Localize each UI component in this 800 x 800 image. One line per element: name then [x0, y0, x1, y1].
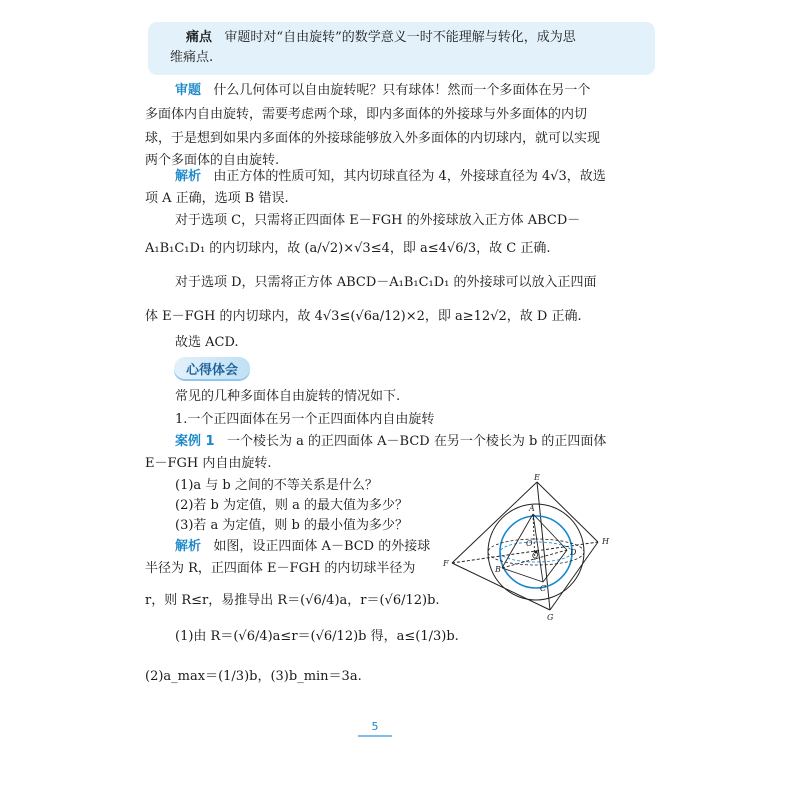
review-line-1	[175, 82, 590, 100]
review-line-2: 多面体内自由旋转，需要考虑两个球，即内多面体的外接球与外多面体的内切	[145, 107, 588, 122]
analysis-line-7: 故选 ACD.	[175, 335, 239, 350]
review-line-3: 球，于是想到如果内多面体的外接球能够放入外多面体的内切球内，就可以实现	[145, 131, 601, 146]
case1-analysis-line-3: r，则 R≤r，易推导出 R＝(√6/4)a，r＝(√6/12)b.	[145, 593, 440, 608]
label-G: G	[547, 613, 554, 622]
label-D: D	[570, 548, 577, 557]
analysis-line-2: 项 A 正确，选项 B 错误.	[145, 191, 289, 206]
pain-label: 痛点	[186, 30, 213, 45]
case1-analysis-line-5: (2)a_max＝(1/3)b，(3)b_min＝3a.	[145, 669, 362, 684]
edge-FG	[452, 563, 550, 610]
analysis-line-1	[175, 168, 606, 186]
label-H: H	[602, 537, 609, 546]
page-number-underline	[358, 735, 392, 737]
edge-CD	[543, 550, 567, 582]
label-O1: O	[526, 539, 533, 548]
pain-line-2: 维痛点.	[170, 50, 214, 65]
label-E: E	[534, 473, 540, 482]
analysis-line-6: 体 E－FGH 的内切球内，故 4√3≤(√6a/12)×2，即 a≥12√2，故 D 正确.	[145, 309, 582, 324]
tetrahedron-figure	[440, 470, 615, 625]
pain-line-1	[186, 29, 576, 47]
case1-label: 案例 1	[175, 434, 215, 449]
label-B: B	[495, 565, 501, 574]
label-A: A	[529, 504, 535, 513]
pain-point-box	[148, 22, 655, 75]
experience-badge-label: 心得体会	[185, 363, 238, 378]
case1-question-2: (2)若 b 为定值，则 a 的最大值为多少？	[175, 498, 409, 513]
review-line-4: 两个多面体的自由旋转.	[145, 153, 280, 168]
page-number: 5	[371, 720, 379, 733]
label-O2: O	[532, 551, 539, 560]
analysis-line-5: 对于选项 D，只需将正方体 ABCD－A₁B₁C₁D₁ 的外接球可以放入正四面	[175, 275, 597, 290]
case1-line-1	[175, 433, 606, 451]
case1-text-1: 一个棱长为 a 的正四面体 A－BCD 在另一个棱长为 b 的正四面体	[226, 434, 607, 449]
case1-analysis-line-1	[175, 538, 430, 556]
label-F: F	[443, 559, 449, 568]
case1-question-3: (3)若 a 为定值，则 b 的最小值为多少？	[175, 518, 409, 533]
experience-intro: 常见的几种多面体自由旋转的情况如下.	[175, 389, 401, 404]
case1-analysis-line-4: (1)由 R＝(√6/4)a≤r＝(√6/12)b 得，a≤(1/3)b.	[175, 629, 459, 644]
experience-badge	[174, 357, 250, 379]
edge-EF	[452, 482, 537, 563]
analysis-line-3: 对于选项 C，只需将正四面体 E－FGH 的外接球放入正方体 ABCD－	[175, 213, 581, 228]
analysis-label: 解析	[175, 169, 202, 184]
case1-line-2: E－FGH 内自由旋转.	[145, 456, 272, 471]
pain-text-1: 审题时对“自由旋转”的数学意义一时不能理解与转化，成为思	[224, 30, 576, 45]
label-C: C	[540, 584, 547, 593]
review-text-1: 什么几何体可以自由旋转呢？只有球体！然而一个多面体在另一个	[213, 83, 591, 98]
analysis-text-1: 由正方体的性质可知，其内切球直径为 4，外接球直径为 4√3，故选	[213, 169, 606, 184]
review-label: 审题	[175, 83, 202, 98]
case1-analysis-label: 解析	[175, 539, 202, 554]
analysis-line-4: A₁B₁C₁D₁ 的内切球内，故 (a/√2)×√3≤4，即 a≤4√6/3，故 C 正确.	[145, 241, 551, 256]
experience-subheading: 1.一个正四面体在另一个正四面体内自由旋转	[175, 412, 435, 427]
case1-analysis-line-2: 半径为 R，正四面体 E－FGH 的内切球半径为	[145, 561, 416, 576]
case1-question-1: (1)a 与 b 之间的不等关系是什么？	[175, 478, 378, 493]
case1-analysis-text-1: 如图，设正四面体 A－BCD 的外接球	[213, 539, 431, 554]
